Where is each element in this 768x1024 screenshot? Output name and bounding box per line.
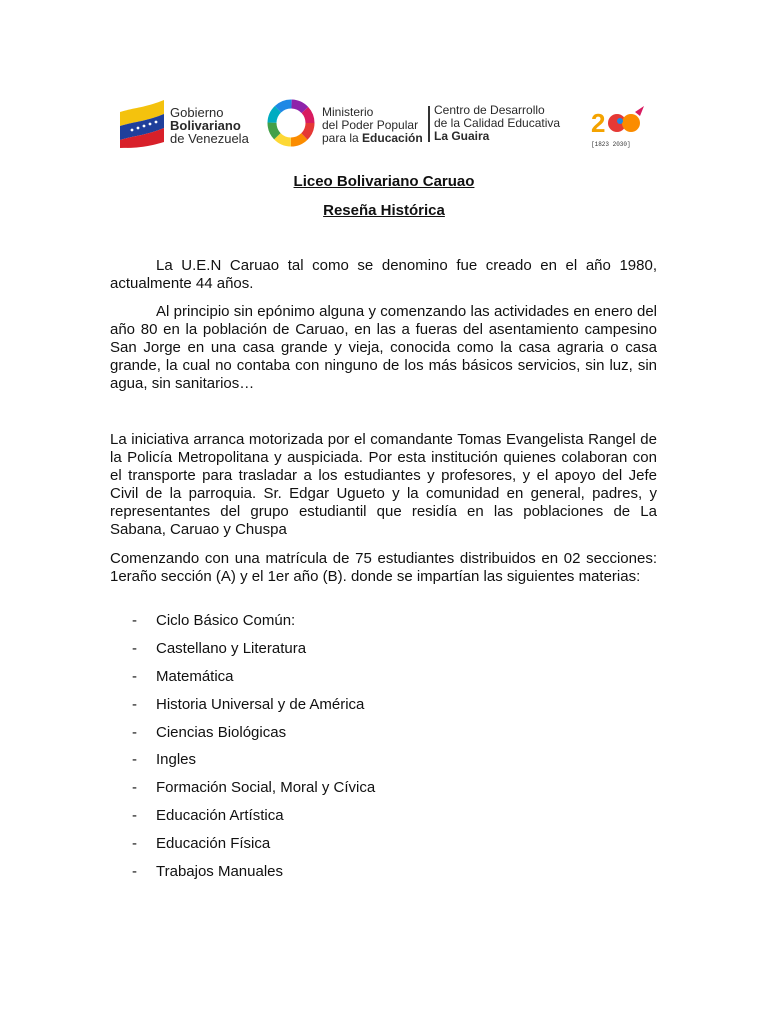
header-logos <box>118 96 652 154</box>
paragraph-2: Al principio sin epónimo alguna y comenzando las actividades en enero del año 80 en la población de Caruao, en las a fueras del asentamiento campesino San Jorge en una casa grande y vieja, conocida como la casa agraria o casa grande, la cual no contaba con ninguno de los más básicos servicios, sin luz, sin agua, sin sanitarios… <box>110 303 657 392</box>
centro-desarrollo-text: Centro de Desarrollo de la Calidad Educativa La Guaira <box>434 103 561 143</box>
list-item: - Ciclo Básico Común: <box>132 612 296 629</box>
subjects-list <box>110 612 657 891</box>
header-divider <box>428 106 430 142</box>
list-item: - Educación Artística <box>132 807 284 825</box>
venezuela-flag-icon <box>118 98 166 148</box>
list-item: - Ingles <box>132 751 197 769</box>
list-item: - Educación Física <box>132 835 271 853</box>
list-item: - Historia Universal y de América <box>132 695 365 713</box>
gobierno-logo <box>118 98 260 150</box>
list-item: - Matemática <box>132 667 234 685</box>
paragraph-3: La iniciativa arranca motorizada por el comandante Tomas Evangelista Rangel de la Policía Metropolitana y auspiciada. Por esta institución quienes colaboran con el transporte para trasladar a los estudiantes y profesores, y el apoyo del Jefe Civil de la parroquia. Sr. Edgar Ugueto y la comunidad en general, padres, y representantes del grupo estudiantil que residía en las poblaciones de La Sabana, Caruao y Chuspa <box>110 431 657 538</box>
ministerio-logo <box>266 98 426 150</box>
gobierno-text: Gobierno Bolivariano de Venezuela <box>170 105 249 146</box>
ministerio-ring-icon <box>266 98 316 148</box>
document-subtitle: Reseña Histórica <box>323 202 445 219</box>
list-item: - Formación Social, Moral y Cívica <box>132 779 376 797</box>
paragraph-1: La U.E.N Caruao tal como se denomino fue creado en el año 1980, actualmente 44 años. <box>110 257 657 292</box>
ministerio-text: Ministerio del Poder Popular para la Educación <box>322 105 423 145</box>
bicentenario-logo-icon <box>590 102 650 150</box>
list-item: - Ciencias Biológicas <box>132 723 287 741</box>
list-item: - Trabajos Manuales <box>132 863 284 881</box>
paragraph-4: Comenzando con una matrícula de 75 estudiantes distribuidos en 02 secciones: 1eraño sección (A) y el 1er año (B). donde se impartían las siguientes materias: <box>110 550 657 585</box>
list-item: - Castellano y Literatura <box>132 639 307 657</box>
document-title: Liceo Bolivariano Caruao <box>293 173 475 190</box>
svg-text:[1823 2030]: [1823 2030] <box>591 141 631 148</box>
svg-text:2: 2 <box>591 108 606 138</box>
